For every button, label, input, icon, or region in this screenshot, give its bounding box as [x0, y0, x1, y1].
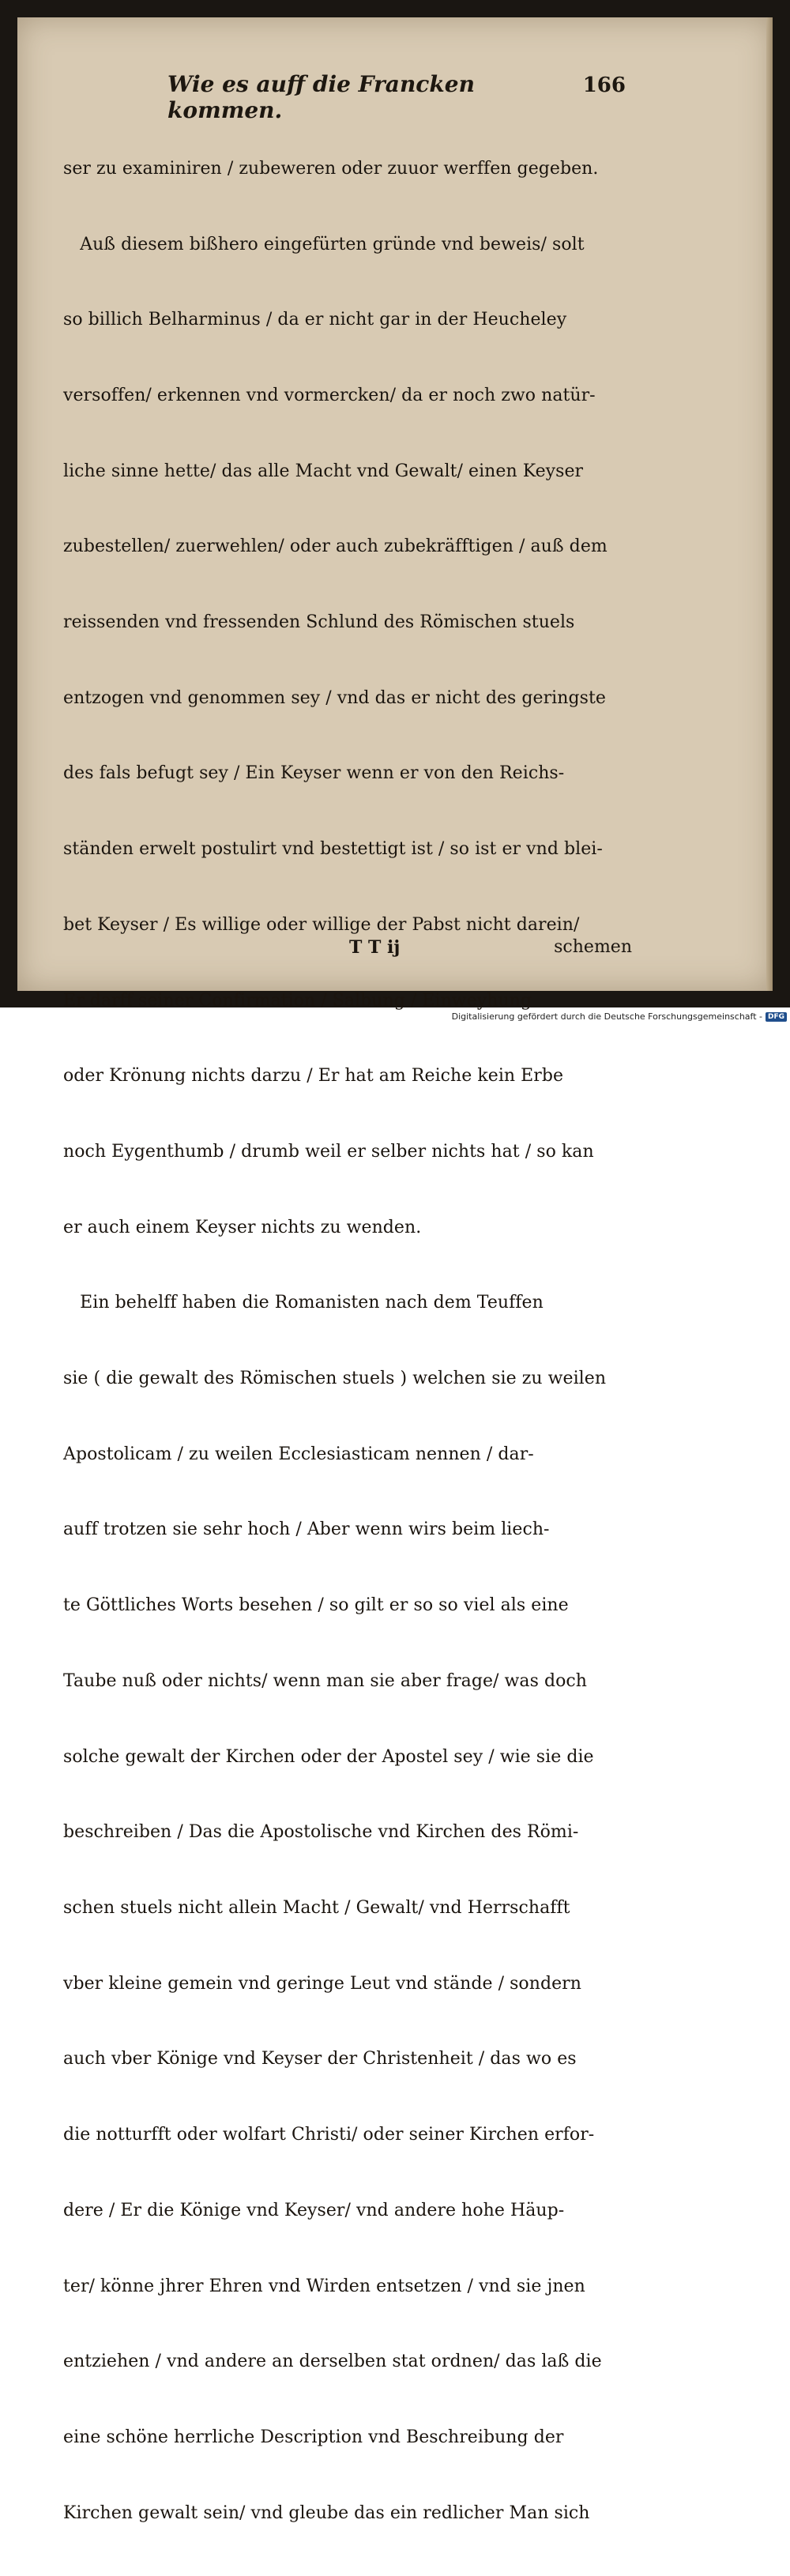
text-line: so billich Belharminus / da er nicht gar in der Heucheley: [63, 310, 567, 330]
text-line: ser zu examiniren / zubeweren oder zuuor werffen gegeben.: [63, 158, 599, 179]
text-line: ständen erwelt postulirt vnd bestettigt ist / so ist er vnd blei-: [63, 839, 603, 860]
text-line: Ein behelff haben die Romanisten nach dem Teuffen: [63, 1293, 544, 1313]
text-line: solche gewalt der Kirchen oder der Apostel sey / wie sie die: [63, 1746, 594, 1767]
text-line: Apostolicam / zu weilen Ecclesiasticam nennen / dar-: [63, 1444, 534, 1464]
text-line: Taube nuß oder nichts/ wenn man sie aber frage/ was doch: [63, 1670, 587, 1691]
text-line: oder Krönung nichts darzu / Er hat am Reiche kein Erbe: [63, 1066, 564, 1087]
running-head: Wie es auff die Francken kommen.: [167, 71, 475, 123]
text-line: vber kleine gemein vnd geringe Leut vnd stände / sondern: [63, 1973, 581, 1994]
text-line: ter/ könne jhrer Ehren vnd Wirden entsetzen / vnd sie jnen: [63, 2276, 585, 2296]
catchword: schemen: [554, 937, 632, 957]
text-line: auch vber Könige vnd Keyser der Christenheit / das wo es: [63, 2049, 577, 2069]
text-line: liche sinne hette/ das alle Macht vnd Gewalt/ einen Keyser: [63, 461, 584, 481]
text-line: er auch einem Keyser nichts zu wenden.: [63, 1217, 422, 1237]
text-line: beschreiben / Das die Apostolische vnd Kirchen des Römi-: [63, 1822, 579, 1843]
text-line: die notturfft oder wolfart Christi/ oder seiner Kirchen erfor-: [63, 2125, 595, 2145]
text-line: Kirchen gewalt sein/ vnd gleube das ein redlicher Man sich: [63, 2503, 590, 2523]
page-edge: [766, 17, 773, 991]
funding-text: Digitalisierung gefördert durch die Deutsche Forschungsgemeinschaft -: [451, 1011, 762, 1022]
text-line: entzogen vnd genommen sey / vnd das er nicht des geringste: [63, 687, 606, 708]
text-line: des fals befugt sey / Ein Keyser wenn er von den Reichs-: [63, 763, 565, 784]
text-line: auff trotzen sie sehr hoch / Aber wenn wirs beim liech-: [63, 1520, 550, 1540]
signature-mark: T T ij: [349, 937, 401, 958]
funding-footer: [452, 1011, 787, 1022]
text-line: reissenden vnd fressenden Schlund des Römischen stuels: [63, 612, 575, 633]
page-number: 166: [582, 73, 626, 97]
text-line: te Göttliches Worts besehen / so gilt er so so viel als eine: [63, 1595, 569, 1616]
text-line: noch Eygenthumb / drumb weil er selber nichts hat / so kan: [63, 1141, 594, 1162]
text-line: bet Keyser / Es willige oder willige der Pabst nicht darein/: [63, 914, 580, 935]
text-line: dere / Er die Könige vnd Keyser/ vnd andere hohe Häup-: [63, 2200, 565, 2220]
text-line: entziehen / vnd andere an derselben stat ordnen/ das laß die: [63, 2352, 602, 2372]
text-line: Er darff seiner Confirmation / Salbung / Einweyhung: [63, 990, 532, 1011]
body-text: [63, 106, 632, 2576]
text-line: sie ( die gewalt des Römischen stuels ) welchen sie zu weilen: [63, 1369, 607, 1389]
dfg-logo: DFG: [766, 1012, 787, 1022]
text-line: versoffen/ erkennen vnd vormercken/ da er noch zwo natür-: [63, 385, 596, 405]
text-line: zubestellen/ zuerwehlen/ oder auch zubekräfftigen / auß dem: [63, 537, 608, 557]
text-line: Auß diesem bißhero eingefürten gründe vnd beweis/ solt: [63, 234, 585, 254]
text-line: eine schöne herrliche Description vnd Beschreibung der: [63, 2427, 564, 2447]
text-line: schen stuels nicht allein Macht / Gewalt/ vnd Herrschafft: [63, 1897, 570, 1918]
